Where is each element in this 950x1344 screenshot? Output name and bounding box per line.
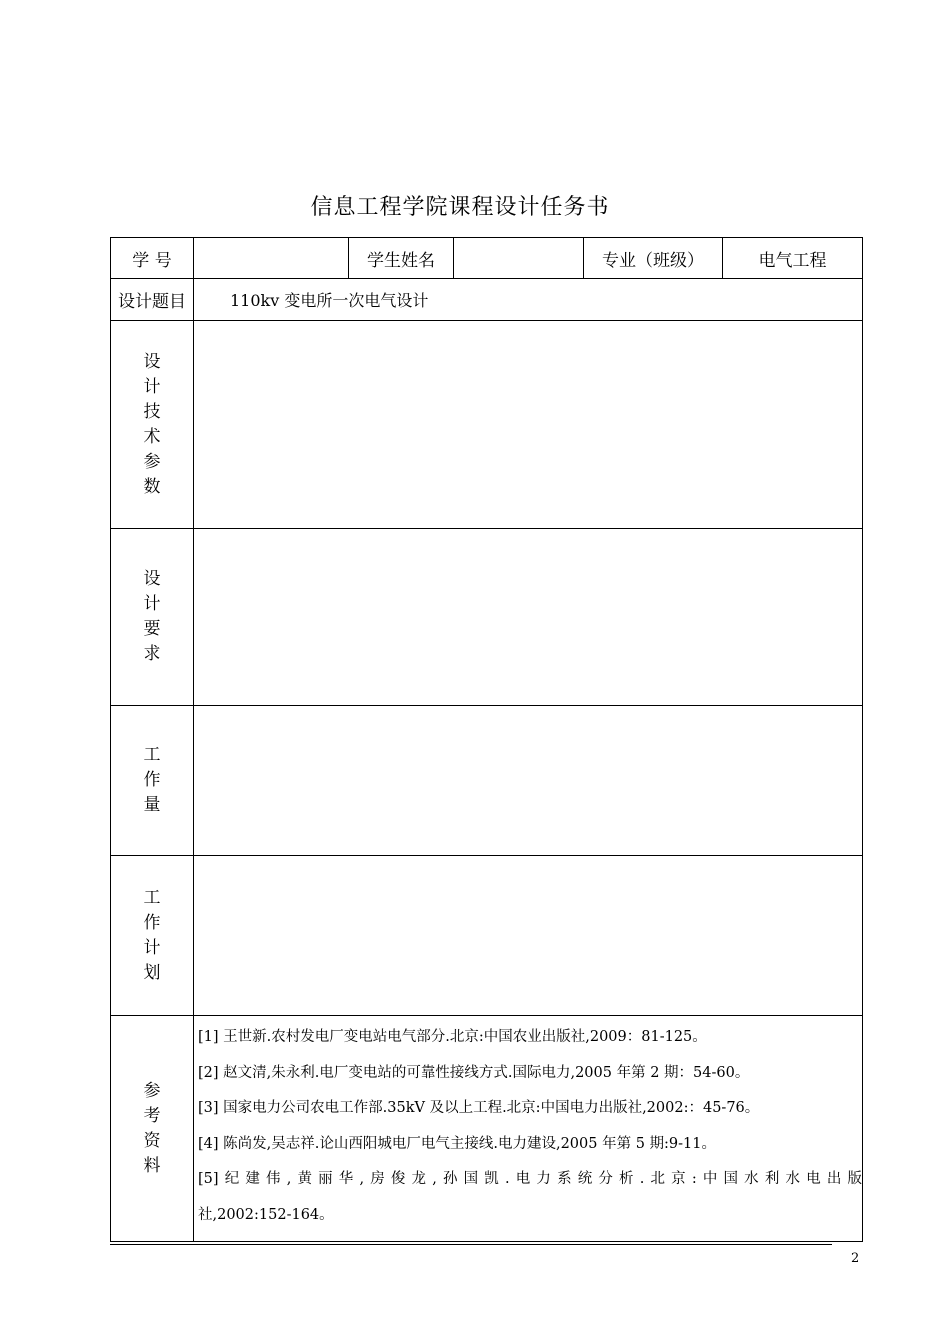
- references-row: [111, 1016, 863, 1242]
- header-row: [111, 238, 863, 279]
- reference-item: [4] 陈尚发,吴志祥.论山西阳城电厂电气主接线.电力建设,2005 年第 5 期:9-11。: [198, 1135, 716, 1152]
- tech-params-label: 设 计 技 术 参 数: [111, 321, 194, 529]
- tech-params-content: [194, 321, 863, 529]
- student-name-value: [454, 238, 584, 279]
- major-label: 专业（班级）: [584, 238, 723, 279]
- page-number: 2: [851, 1251, 860, 1266]
- references-label: 参 考 资 料: [111, 1016, 194, 1242]
- requirements-content: [194, 529, 863, 706]
- topic-value: 110kv 变电所一次电气设计: [194, 279, 863, 321]
- work-plan-label: 工 作 计 划: [111, 856, 194, 1016]
- reference-item: [3] 国家电力公司农电工作部.35kV 及以上工程.北京:中国电力出版社,2002:：45-76。: [198, 1100, 760, 1116]
- task-form-table: [110, 237, 863, 1242]
- tech-params-row: [111, 321, 863, 529]
- reference-item: [5]纪建伟,黄丽华,房俊龙,孙国凯.电力系统分析.北京:中国水利水电出版: [198, 1171, 862, 1187]
- requirements-label: 设 计 要 求: [111, 529, 194, 706]
- requirements-row: [111, 529, 863, 706]
- references-list: [194, 1016, 863, 1242]
- work-plan-content: [194, 856, 863, 1016]
- topic-label: 设计题目: [111, 279, 194, 321]
- major-value: 电气工程: [723, 238, 863, 279]
- document-title: 信息工程学院课程设计任务书: [310, 195, 610, 220]
- workload-row: [111, 706, 863, 856]
- workload-label: 工 作 量: [111, 706, 194, 856]
- student-id-value: [194, 238, 349, 279]
- workload-content: [194, 706, 863, 856]
- reference-item-continuation: 社,2002:152-164。: [198, 1206, 334, 1223]
- reference-item: [1] 王世新.农村发电厂变电站电气部分.北京:中国农业出版社,2009：81-125。: [198, 1029, 707, 1045]
- student-name-label: 学生姓名: [349, 238, 454, 279]
- reference-item: [2] 赵文清,朱永利.电厂变电站的可靠性接线方式.国际电力,2005 年第 2 期：54-60。: [198, 1064, 750, 1081]
- work-plan-row: [111, 856, 863, 1016]
- topic-row: [111, 279, 863, 321]
- footer-rule: [110, 1244, 832, 1245]
- student-id-label: 学 号: [111, 238, 194, 279]
